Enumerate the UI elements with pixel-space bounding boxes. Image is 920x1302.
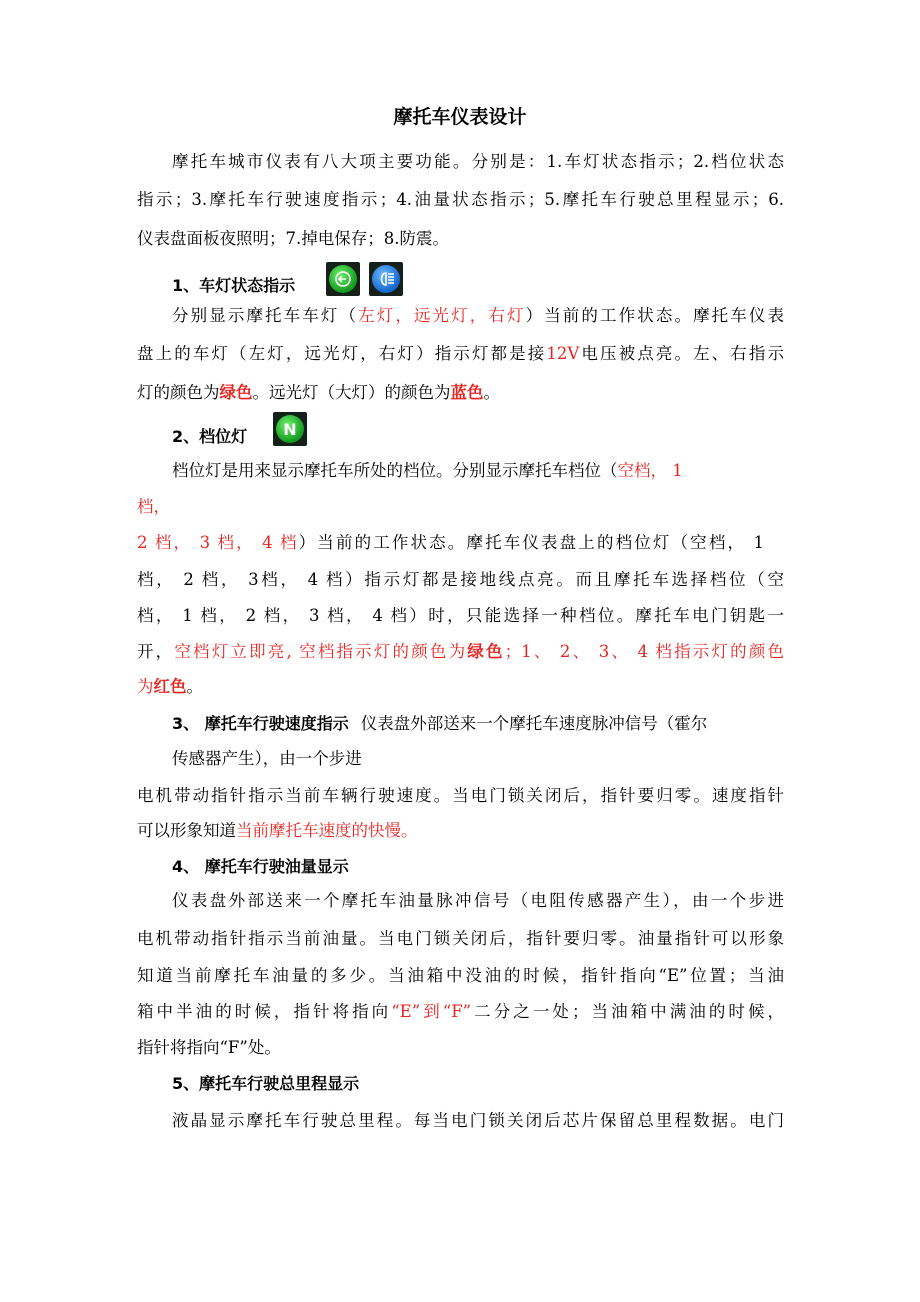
- section-4-line-2: 电机带动指针指示当前油量。当电门锁关闭后，指针要归零。油量指针可以形象: [137, 929, 784, 948]
- section-2-line-7: 为红色。: [137, 677, 203, 696]
- section-2-line-1: 档位灯是用来显示摩托车所处的档位。分别显示摩托车档位（空档， 1: [172, 461, 683, 480]
- section-2-line-2: 档，: [137, 497, 170, 516]
- section-5-heading: 5、摩托车行驶总里程显示: [172, 1074, 360, 1093]
- section-1-heading: 1、车灯状态指示: [172, 276, 296, 295]
- section-3-line-3: 电机带动指针指示当前车辆行驶速度。当电门锁关闭后，指针要归零。速度指针: [137, 786, 784, 805]
- section-4-line-4: 箱中半油的时候，指针将指向“E”到“F”二分之一处；当油箱中满油的时候，: [137, 1002, 785, 1021]
- intro-line-1: 摩托车城市仪表有八大项主要功能。分别是：1.车灯状态指示；2.档位状态: [172, 152, 784, 171]
- section-2-heading: 2、档位灯: [172, 427, 248, 446]
- section-3-line-1: 3、 摩托车行驶速度指示 仪表盘外部送来一个摩托车速度脉冲信号（霍尔: [172, 714, 708, 733]
- section-1-line-3: 灯的颜色为绿色。远光灯（大灯）的颜色为蓝色。: [137, 383, 500, 402]
- section-3-line-4: 可以形象知道当前摩托车速度的快慢。: [137, 821, 418, 840]
- section-3-line-2: 传感器产生），由一个步进: [172, 749, 362, 768]
- section-4-line-1: 仪表盘外部送来一个摩托车油量脉冲信号（电阻传感器产生），由一个步进: [172, 891, 784, 910]
- section-2-line-4: 档， 2 档， 3档， 4 档）指示灯都是接地线点亮。而且摩托车选择档位（空: [137, 570, 784, 589]
- green-color-highlight: 绿色: [219, 383, 253, 402]
- section-4-heading: 4、 摩托车行驶油量显示: [172, 857, 349, 876]
- neutral-letter: N: [283, 420, 297, 439]
- section-4-line-5: 指针将指向“F”处。: [137, 1038, 281, 1057]
- section-1-line-2: 盘上的车灯（左灯，远光灯，右灯）指示灯都是接12V电压被点亮。左、右指示: [137, 344, 785, 363]
- section-2-line-3: 2 档， 3 档， 4 档）当前的工作状态。摩托车仪表盘上的档位灯（空档， 1: [137, 533, 764, 552]
- high-beam-indicator-icon: [369, 262, 403, 296]
- intro-line-2: 指示；3.摩托车行驶速度指示；4.油量状态指示；5.摩托车行驶总里程显示；6.: [137, 190, 784, 209]
- lamp-list-highlight: 左灯，远光灯，右灯: [358, 306, 526, 325]
- voltage-highlight: 12V: [546, 344, 580, 363]
- page-title: 摩托车仪表设计: [393, 106, 527, 128]
- section-5-line-1: 液晶显示摩托车行驶总里程。每当电门锁关闭后芯片保留总里程数据。电门: [172, 1111, 784, 1130]
- section-3-heading: 3、 摩托车行驶速度指示: [172, 714, 349, 733]
- intro-line-3: 仪表盘面板夜照明；7.掉电保存；8.防震。: [137, 229, 449, 248]
- section-4-line-3: 知道当前摩托车油量的多少。当油箱中没油的时候，指针指向“E”位置；当油: [137, 966, 784, 985]
- neutral-gear-indicator-icon: [273, 412, 307, 446]
- turn-signal-indicator-icon: [326, 262, 360, 296]
- blue-color-highlight: 蓝色: [450, 383, 484, 402]
- section-2-line-5: 档， 1 档， 2 档， 3 档， 4 档）时，只能选择一种档位。摩托车电门钥匙一: [137, 606, 784, 625]
- section-2-line-6: 开，空档灯立即亮, 空档指示灯的颜色为绿色；1、 2、 3、 4 档指示灯的颜色: [137, 642, 785, 661]
- section-1-line-1: 分别显示摩托车车灯（左灯，远光灯，右灯）当前的工作状态。摩托车仪表: [172, 306, 784, 325]
